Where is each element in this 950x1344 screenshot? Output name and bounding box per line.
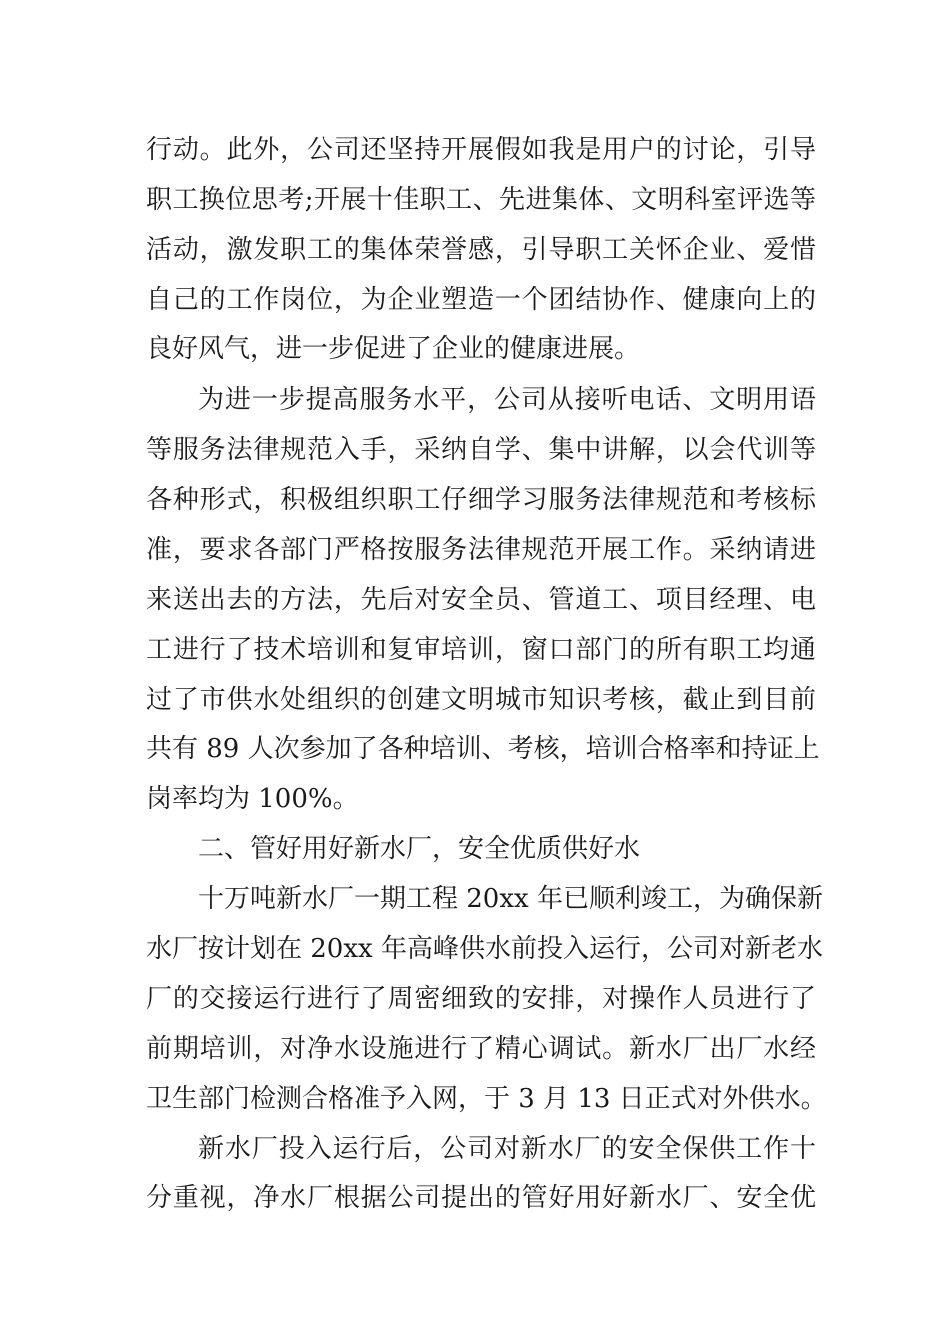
body-text-line: 准，要求各部门严格按服务法律规范开展工作。采纳请进 (146, 535, 816, 565)
body-text-line: 行动。此外，公司还坚持开展假如我是用户的讨论，引导 (146, 135, 816, 165)
paragraph-first-line: 十万吨新水厂一期工程 20xx 年已顺利竣工，为确保新 (198, 884, 823, 914)
body-text-line: 水厂按计划在 20xx 年高峰供水前投入运行，公司对新老水 (146, 934, 823, 964)
section-heading: 二、管好用好新水厂，安全优质供好水 (198, 834, 641, 864)
body-text-line: 等服务法律规范入手，采纳自学、集中讲解，以会代训等 (146, 435, 816, 465)
body-text-line: 职工换位思考;开展十佳职工、先进集体、文明科室评选等 (146, 185, 816, 215)
body-text-line: 活动，激发职工的集体荣誉感，引导职工关怀企业、爱惜 (146, 235, 816, 265)
body-text-line: 前期培训，对净水设施进行了精心调试。新水厂出厂水经 (146, 1034, 816, 1064)
body-text-line: 卫生部门检测合格准予入网，于 3 月 13 日正式对外供水。 (146, 1084, 827, 1114)
body-text-line: 厂的交接运行进行了周密细致的安排，对操作人员进行了 (146, 984, 816, 1014)
body-text-line: 自己的工作岗位，为企业塑造一个团结协作、健康向上的 (146, 285, 816, 315)
body-text-line: 共有 89 人次参加了各种培训、考核，培训合格率和持证上 (146, 734, 820, 764)
paragraph-first-line: 为进一步提高服务水平，公司从接听电话、文明用语 (198, 385, 816, 415)
body-text-line: 各种形式，积极组织职工仔细学习服务法律规范和考核标 (146, 485, 816, 515)
body-text-line: 岗率均为 100%。 (146, 784, 359, 814)
body-text-line: 过了市供水处组织的创建文明城市知识考核，截止到目前 (146, 685, 816, 715)
body-text-line: 分重视，净水厂根据公司提出的管好用好新水厂、安全优 (146, 1183, 816, 1213)
body-text-line: 来送出去的方法，先后对安全员、管道工、项目经理、电 (146, 585, 816, 615)
body-text-line: 良好风气，进一步促进了企业的健康进展。 (146, 334, 641, 364)
body-text-line: 工进行了技术培训和复审培训，窗口部门的所有职工均通 (146, 635, 816, 665)
paragraph-first-line: 新水厂投入运行后，公司对新水厂的安全保供工作十 (198, 1134, 816, 1164)
